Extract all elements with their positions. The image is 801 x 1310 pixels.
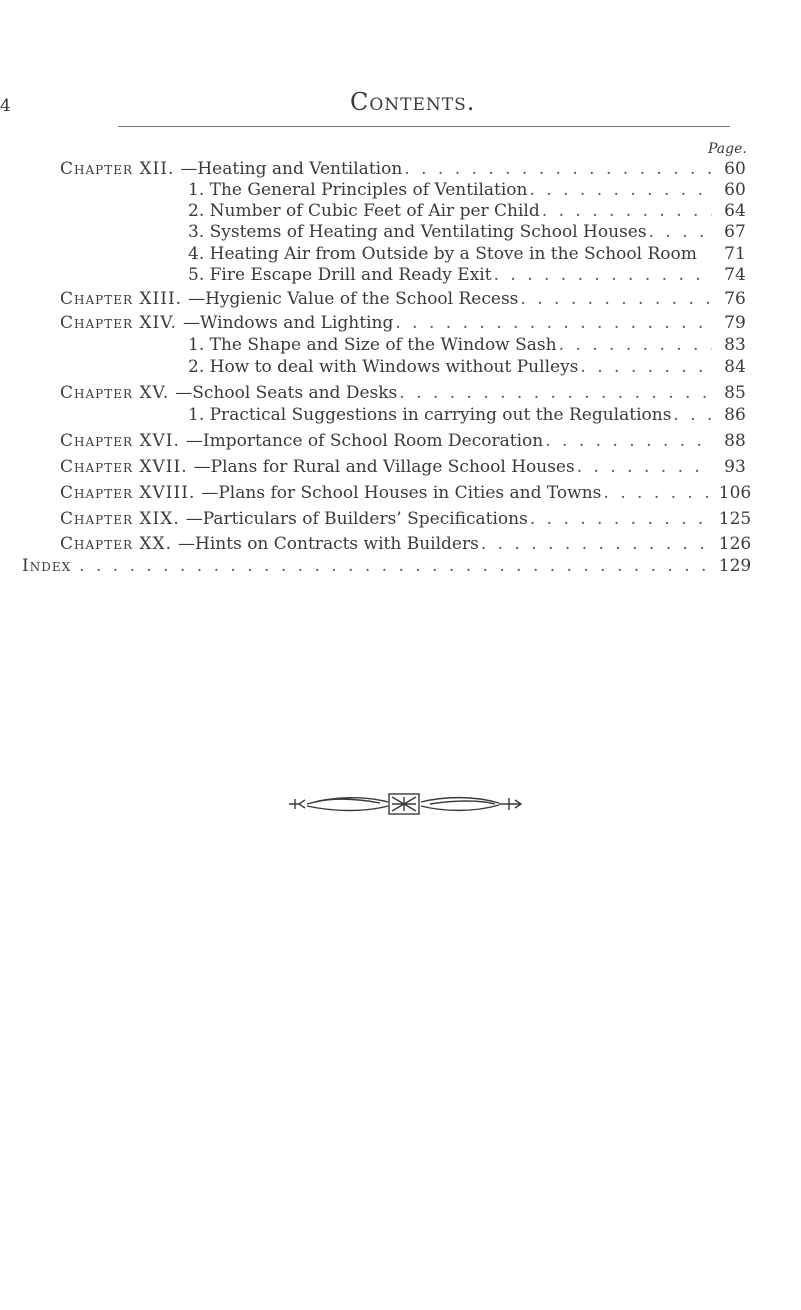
toc-leader — [577, 457, 712, 477]
toc-page: 67 — [724, 222, 746, 242]
toc-page: 125 — [718, 509, 752, 529]
toc-page: 83 — [724, 335, 746, 355]
toc-leader — [404, 159, 712, 179]
toc-entry — [188, 265, 712, 287]
toc-leader — [530, 509, 712, 529]
toc-title: 1. The General Principles of Ventilation — [188, 180, 528, 200]
toc-page: 106 — [718, 483, 752, 503]
toc-title: 1. Practical Suggestions in carrying out the Regulations — [188, 405, 672, 425]
toc-entry — [60, 457, 712, 479]
toc-chapter: Chapter XV. — [60, 383, 170, 403]
toc-entry — [22, 556, 712, 578]
toc-title: —Plans for School Houses in Cities and Towns — [201, 483, 602, 503]
toc-entry — [188, 244, 712, 266]
toc-entry — [60, 289, 712, 311]
toc-page: 60 — [724, 159, 746, 179]
toc-chapter: Chapter XVI. — [60, 431, 180, 451]
toc-title: 2. Number of Cubic Feet of Air per Child — [188, 201, 540, 221]
toc-title: —Plans for Rural and Village School Houses — [193, 457, 575, 477]
toc-chapter: Chapter XII. — [60, 159, 175, 179]
toc-entry — [60, 534, 712, 556]
toc-entry — [60, 159, 712, 181]
toc-entry — [188, 357, 712, 379]
toc-chapter: Index — [22, 556, 72, 576]
toc-leader — [494, 265, 712, 285]
toc-title: —School Seats and Desks — [175, 383, 398, 403]
toc-title: 2. How to deal with Windows without Pulleys — [188, 357, 579, 377]
toc-page: 60 — [724, 180, 746, 200]
toc-title: —Heating and Ventilation — [180, 159, 403, 179]
toc-entry — [188, 180, 712, 202]
toc-entry — [188, 335, 712, 357]
toc-leader — [673, 405, 712, 425]
toc-leader — [580, 357, 712, 377]
running-title: Contents. — [350, 88, 476, 116]
toc-entry — [60, 431, 712, 453]
ornament-icon — [285, 788, 525, 816]
toc-title: 5. Fire Escape Drill and Ready Exit — [188, 265, 492, 285]
toc-entry — [188, 201, 712, 223]
toc-page: 126 — [718, 534, 752, 554]
toc-leader — [530, 180, 713, 200]
toc-page: 86 — [724, 405, 746, 425]
toc-chapter: Chapter XIII. — [60, 289, 183, 309]
toc-entry — [60, 483, 712, 505]
toc-page: 85 — [724, 383, 746, 403]
toc-leader — [545, 431, 712, 451]
toc-chapter: Chapter XIX. — [60, 509, 180, 529]
page-column-label: Page. — [708, 141, 747, 157]
toc-title: —Particulars of Builders’ Specifications — [185, 509, 528, 529]
toc-title: —Windows and Lighting — [182, 313, 394, 333]
toc-title: 3. Systems of Heating and Ventilating School Houses — [188, 222, 647, 242]
toc-leader — [649, 222, 712, 242]
toc-title: —Hints on Contracts with Builders — [178, 534, 479, 554]
page-number: 4 — [0, 96, 11, 116]
toc-entry — [60, 313, 712, 335]
toc-page: 64 — [724, 201, 746, 221]
header-rule — [118, 126, 730, 127]
toc-entry — [188, 222, 712, 244]
toc-page: 79 — [724, 313, 746, 333]
toc-page: 93 — [724, 457, 746, 477]
toc-leader — [399, 383, 712, 403]
toc-entry — [60, 509, 712, 531]
toc-chapter: Chapter XVII. — [60, 457, 188, 477]
toc-title: —Hygienic Value of the School Recess — [188, 289, 519, 309]
toc-page: 71 — [724, 244, 746, 264]
toc-page: 129 — [718, 556, 752, 576]
toc-chapter: Chapter XIV. — [60, 313, 177, 333]
toc-title: —Importance of School Room Decoration — [185, 431, 544, 451]
toc-chapter: Chapter XX. — [60, 534, 173, 554]
toc-leader — [520, 289, 712, 309]
toc-page: 88 — [724, 431, 746, 451]
toc-leader — [395, 313, 712, 333]
toc-title: 1. The Shape and Size of the Window Sash — [188, 335, 557, 355]
toc-page: 74 — [724, 265, 746, 285]
toc-entry — [188, 405, 712, 427]
toc-title: 4. Heating Air from Outside by a Stove in the School Room — [188, 244, 697, 264]
toc-leader — [481, 534, 712, 554]
toc-entry — [60, 383, 712, 405]
toc-leader — [603, 483, 712, 503]
toc-leader — [559, 335, 712, 355]
toc-page: 84 — [724, 357, 746, 377]
toc-leader — [542, 201, 712, 221]
toc-page: 76 — [724, 289, 746, 309]
toc-chapter: Chapter XVIII. — [60, 483, 196, 503]
toc-leader — [79, 556, 712, 576]
